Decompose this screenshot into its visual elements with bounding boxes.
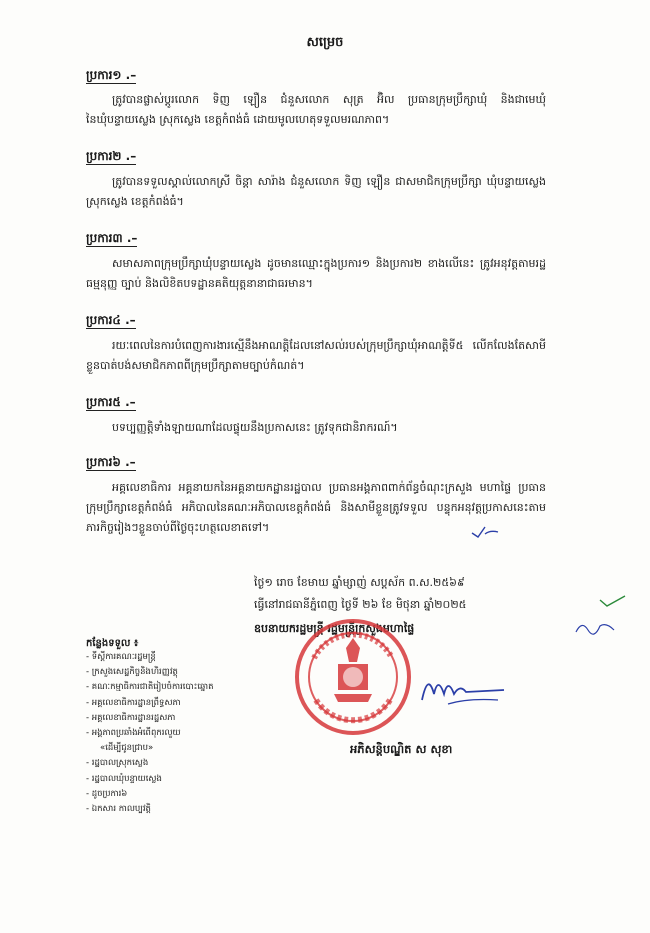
recipient-item: - ទីស្តីការគណៈរដ្ឋមន្ត្រី [86,652,156,662]
recipient-item: - ក្រសួងសេដ្ឋកិច្ចនិងហិរញ្ញវត្ថុ [86,667,178,678]
article-2-label: ប្រការ២ .– [86,149,137,163]
signer-name: អភិសន្តិបណ្ឌិត ស សុខា [350,742,453,756]
article-4-text: រយៈពេលនៃការបំពេញការងារស្មើនឹងអាណត្តិដែលនៅសល់របស់ក្រុមប្រឹក្សាឃុំអាណត្តិទី៥ លើកលែងតែសាមីខ្លួនបាត់បង់សមាជិកភាពពីក្រុមប្រឹក្សាតាមច្បាប់កំណត់។ [86,339,546,372]
initial-mark-icon [470,524,500,540]
recipients-title: កន្លែងទទួល ៖ [86,638,139,649]
article-6-label: ប្រការ៦ .– [86,455,136,469]
document-heading: សម្រេច [306,35,344,50]
article-2-text: ត្រូវបានទទួលស្គាល់លោកស្រី ចិន្តា សារ៉ាង ជំនួសលោក ទិញ ឡឿន ជាសមាជិកក្រុមប្រឹក្សា ឃុំបន្ទាយស្លេង ស្រុកស្លេង ខេត្តកំពង់ធំ។ [86,175,546,208]
article-3-label: ប្រការ៣ .– [86,231,138,245]
recipient-item: «ដើម្បីជូនជ្រាប» [100,743,154,754]
date-check-icon [598,594,628,610]
signer-title: ឧបនាយករដ្ឋមន្ត្រី រដ្ឋមន្ត្រីក្រសួងមហាផ្ទៃ [254,622,415,635]
recipient-item: - អង្គភាពប្រឆាំងអំពើពុករលួយ [86,728,181,739]
lunar-date: ថ្ងៃ១ រោច ខែមាឃ ឆ្នាំម្សាញ់ សប្តស័ក ព.ស.២៥៦៩ [254,576,465,589]
article-1-label: ប្រការ១ .– [86,68,137,82]
recipient-item: - រដ្ឋបាលឃុំបន្ទាយស្លេង [86,773,162,784]
article-1-text: ត្រូវបានផ្លាស់ប្ដូរលោក ទិញ ឡឿន ជំនួសលោក សុត្រ អ៊ិល ប្រធានក្រុមប្រឹក្សាឃុំ និងជាមេឃុំ នៃឃុំបន្ទាយស្លេង ស្រុកស្លេង ខេត្តកំពង់ធំ ដោយមូលហេតុទទួលមរណភាព។ [86,93,546,126]
recipient-item: - អគ្គលេខាធិការដ្ឋានរដ្ឋសភា [86,712,176,723]
minister-signature-icon [418,664,510,710]
article-5-text: បទប្បញ្ញត្តិទាំងឡាយណាដែលផ្ទុយនឹងប្រកាសនេះ ត្រូវទុកជានិរាករណ៍។ [112,421,398,434]
official-seal-icon [294,618,412,736]
recipient-item: - គណៈកម្មាធិការជាតិរៀបចំការបោះឆ្នោត [86,682,214,693]
article-6-text: អគ្គលេខាធិការ អគ្គនាយកនៃអគ្គនាយកដ្ឋានរដ្ឋបាល ប្រធានអង្គភាពពាក់ព័ន្ធចំណុះក្រសួង មហាផ្ទៃ ប្រធានក្រុមប្រឹក្សាខេត្តកំពង់ធំ អភិបាលនៃគណៈអភិបាលខេត្តកំពង់ធំ និងសាមីខ្លួនត្រូវទទួល បន្ទុកអនុវត្តប្រកាសនេះតាមភារកិច្ចរៀងៗខ្លួនចាប់ពីថ្ងៃចុះហត្ថលេខាតទៅ។ [86,481,546,534]
recipient-item: - រដ្ឋបាលស្រុកស្លេង [86,758,149,769]
recipient-item: - ឯកសារ កាលប្បវត្តិ [86,804,151,815]
recipient-item: - ដូចប្រការ៦ [86,788,128,799]
place-date: ធ្វើនៅរាជធានីភ្នំពេញ ថ្ងៃទី ២៦ ខែ មិថុនា ឆ្នាំ២០២៥ [254,598,467,611]
article-3-text: សមាសភាពក្រុមប្រឹក្សាឃុំបន្ទាយស្លេង ដូចមានឈ្មោះក្នុងប្រការ១ និងប្រការ២ ខាងលើនេះ ត្រូវអនុវត្តតាមរដ្ឋធម្មនុញ្ញ ច្បាប់ និងលិខិតបទដ្ឋានគតិយុត្តនានាជាធរមាន។ [86,257,546,290]
article-4-label: ប្រការ៤ .– [86,313,136,327]
recipient-item: - អគ្គលេខាធិការដ្ឋានព្រឹទ្ធសភា [86,697,181,708]
initial-signature-icon [574,618,618,638]
recipients-list [86,650,266,817]
article-5-label: ប្រការ៥ .– [86,395,136,409]
